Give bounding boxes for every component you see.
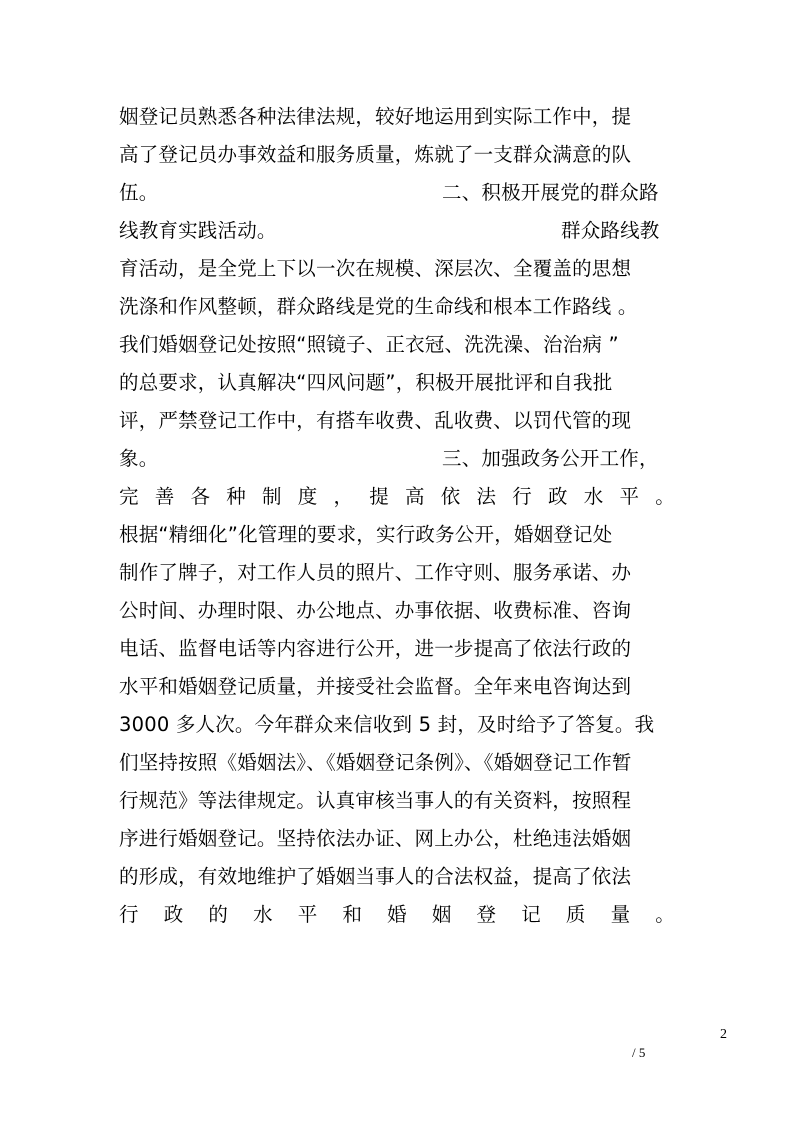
text-line: 评，严禁登记工作中，有搭车收费、乱收费、以罚代管的现 (119, 409, 632, 432)
section-heading: 二、积极开展党的群众路 (442, 181, 659, 204)
justified-char: 行 (512, 485, 532, 508)
justified-char: 政 (163, 903, 184, 926)
justified-char: 量 (610, 903, 631, 926)
justified-char: 行 (119, 903, 139, 926)
text-segment: 伍。 (119, 181, 159, 204)
text-line: 的总要求，认真解决“四风问题”，积极开展批评和自我批 (119, 371, 613, 394)
text-line-justified (119, 902, 675, 928)
text-line-justified (119, 484, 675, 510)
justified-char: 制 (262, 485, 282, 508)
justified-char: ， (333, 485, 354, 508)
justified-char: 种 (226, 485, 246, 508)
text-line: 公时间、办理时限、办公地点、办事依据、收费标准、咨询 (119, 599, 632, 622)
page-total: / 5 (632, 1045, 646, 1060)
justified-char: 平 (619, 485, 640, 508)
text-segment: 群众路线教 (561, 219, 660, 242)
text-line: 高了登记员办事效益和服务质量，炼就了一支群众满意的队 (119, 143, 632, 166)
justified-char: 姻 (431, 903, 452, 926)
text-line: 洗涤和作风整顿，群众路线是党的生命线和根本工作路线 。 (119, 295, 638, 318)
justified-char: 完 (119, 485, 139, 508)
text-line: 序进行婚姻登记。坚持依法办证、网上办公，杜绝违法婚姻 (119, 827, 632, 850)
text-line: 们坚持按照《婚姻法》、《婚姻登记条例》、《婚姻登记工作暂 (119, 751, 632, 774)
justified-char: 记 (521, 903, 541, 926)
page-number: 2 (720, 1027, 727, 1042)
justified-char: 高 (405, 485, 425, 508)
text-line: 姻登记员熟悉各种法律法规，较好地运用到实际工作中，提 (119, 105, 632, 128)
text-segment: 线教育实践活动。 (119, 219, 277, 242)
text-segment: 象。 (119, 447, 159, 470)
justified-char: 。 (655, 903, 675, 926)
text-line: 育活动，是全党上下以一次在规模、深层次、全覆盖的思想 (119, 257, 632, 280)
justified-char: 政 (548, 485, 568, 508)
justified-char: 。 (655, 485, 675, 508)
text-line (119, 446, 675, 472)
justified-char: 登 (476, 903, 497, 926)
text-line: 的形成，有效地维护了婚姻当事人的合法权益，提高了依法 (119, 865, 632, 888)
text-line: 行规范》等法律规定。认真审核当事人的有关资料，按照程 (119, 789, 632, 812)
section-heading: 三、加强政务公开工作， (442, 447, 659, 470)
text-line: 3000 多人次。今年群众来信收到 5 封，及时给予了答复。我 (119, 713, 655, 736)
text-line: 根据“精细化”化管理的要求，实行政务公开，婚姻登记处 (119, 523, 613, 546)
text-line (119, 218, 675, 244)
text-line (119, 180, 675, 206)
justified-char: 水 (253, 903, 273, 926)
justified-char: 提 (369, 485, 389, 508)
justified-char: 水 (583, 485, 604, 508)
justified-char: 各 (190, 485, 211, 508)
justified-char: 平 (297, 903, 318, 926)
justified-char: 度 (297, 485, 318, 508)
justified-char: 和 (342, 903, 363, 926)
text-line: 我们婚姻登记处按照“照镜子、正衣冠、洗洗澡、治治病 ” (119, 333, 619, 356)
justified-char: 质 (565, 903, 586, 926)
text-line: 电话、监督电话等内容进行公开，进一步提高了依法行政的 (119, 637, 632, 660)
justified-char: 法 (476, 485, 497, 508)
text-line: 制作了牌子，对工作人员的照片、工作守则、服务承诺、办 (119, 561, 632, 584)
justified-char: 的 (208, 903, 229, 926)
justified-char: 善 (154, 485, 175, 508)
justified-char: 依 (440, 485, 461, 508)
justified-char: 婚 (387, 903, 407, 926)
text-line: 水平和婚姻登记质量，并接受社会监督。全年来电咨询达到 (119, 675, 632, 698)
